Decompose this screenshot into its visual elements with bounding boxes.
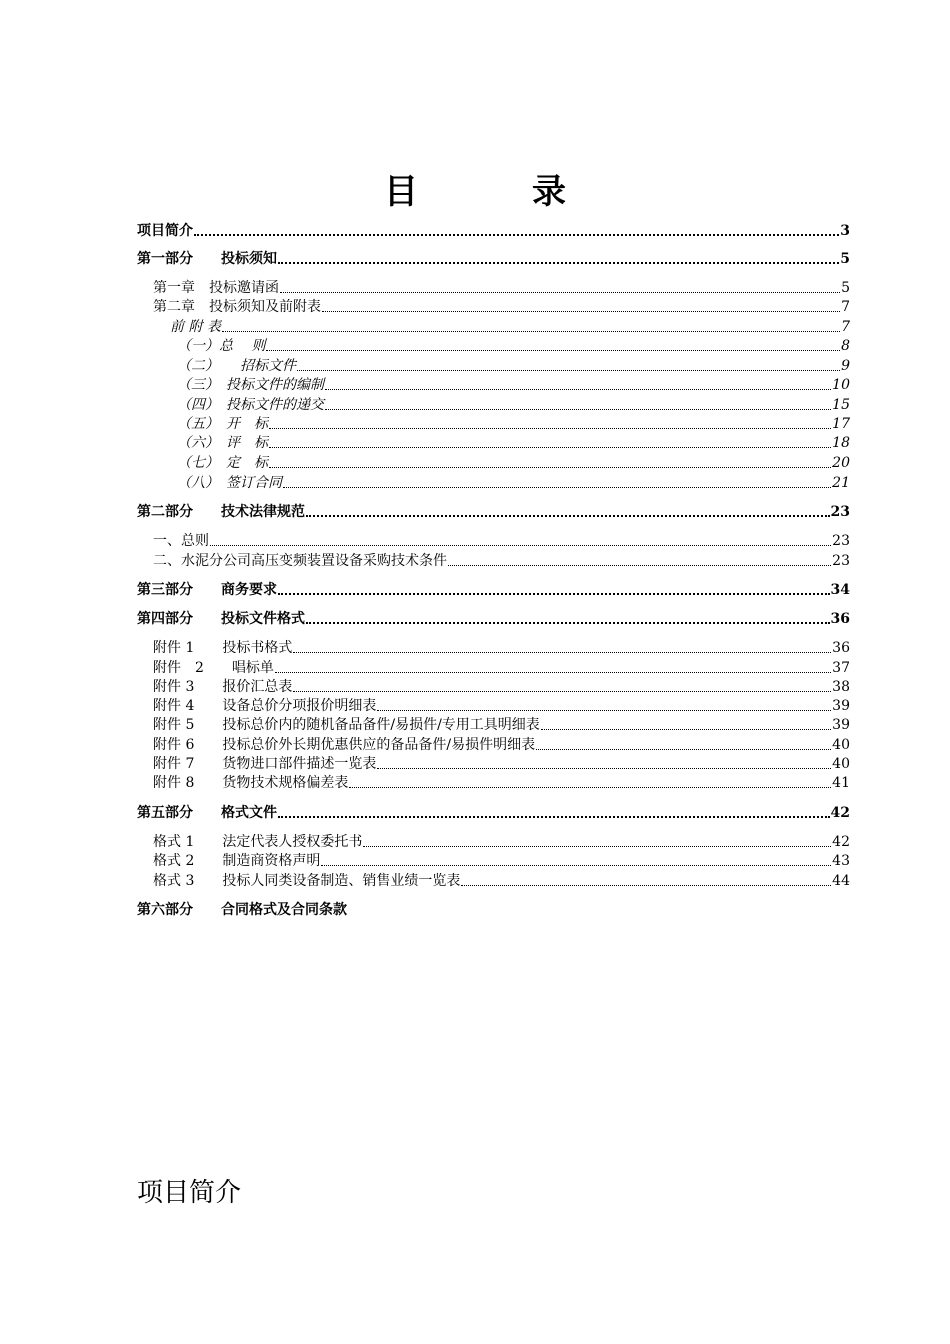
toc-entry[interactable] [177,413,850,433]
toc-entry[interactable] [137,501,850,521]
toc-entry[interactable] [153,753,850,773]
toc-entry[interactable] [177,355,850,375]
toc-leader-dots [222,331,840,332]
toc-leader-dots [306,515,830,517]
toc-entry-page: 10 [832,377,850,393]
toc-entry[interactable] [177,374,850,394]
toc-entry[interactable] [153,637,850,657]
toc-entry-label: （二） 招标文件 [177,358,296,374]
toc-entry-label: 第二章 投标须知及前附表 [153,299,321,315]
toc-entry-label: 附件 4 设备总价分项报价明细表 [153,698,377,714]
toc-entry-page: 8 [841,338,850,354]
toc-entry-page: 42 [830,805,850,821]
toc-entry-page: 18 [832,435,850,451]
toc-leader-dots [322,311,840,312]
toc-entry-page: 23 [830,504,850,520]
toc-entry-page: 39 [832,698,850,714]
toc-title: 目 录 [384,172,606,212]
toc-entry-label: 第三部分 商务要求 [137,582,277,598]
toc-leader-dots [349,787,831,788]
toc-entry[interactable] [153,277,850,297]
toc-leader-dots [210,545,831,546]
toc-leader-dots [293,652,831,653]
toc-entry[interactable] [137,899,850,919]
toc-entry[interactable] [177,394,850,414]
toc-entry[interactable] [153,296,850,316]
toc-entry[interactable] [153,870,850,890]
toc-entry-label: （一）总 则 [177,338,266,354]
toc-entry-label: 附件 6 投标总价外长期优惠供应的备品备件/易损件明细表 [153,737,536,753]
toc-entry[interactable] [153,772,850,792]
toc-entry-page: 17 [832,416,850,432]
toc-entry[interactable] [153,695,850,715]
toc-entry-page: 34 [830,582,850,598]
toc-entry[interactable] [153,734,850,754]
toc-leader-dots [536,749,831,750]
toc-leader-dots [377,710,831,711]
toc-entry-page: 43 [832,853,850,869]
toc-entry[interactable] [137,579,850,599]
toc-entry-label: （三） 投标文件的编制 [177,377,324,393]
section-heading: 项目简介 [137,1178,242,1208]
toc-leader-dots [269,467,831,468]
toc-entry-label: 第四部分 投标文件格式 [137,611,305,627]
toc-leader-dots [325,409,831,410]
toc-leader-dots [461,885,831,886]
toc-entry-label: 第六部分 合同格式及合同条款 [137,902,347,918]
toc-leader-dots [306,622,830,624]
toc-entry-label: 格式 3 投标人同类设备制造、销售业绩一览表 [153,873,461,889]
toc-entry-label: 附件 5 投标总价内的随机备品备件/易损件/专用工具明细表 [153,717,540,733]
toc-entry-label: 附件 3 报价汇总表 [153,679,293,695]
toc-entry-label: 第五部分 格式文件 [137,805,277,821]
toc-entry-label: （五） 开 标 [177,416,268,432]
toc-entry[interactable] [153,550,850,570]
toc-entry-label: 前 附 表 [170,319,221,335]
toc-leader-dots [278,262,839,264]
toc-entry-label: 格式 2 制造商资格声明 [153,853,321,869]
toc-entry[interactable] [177,472,850,492]
toc-entry-page: 36 [832,640,850,656]
toc-entry[interactable] [153,676,850,696]
toc-entry-label: 附件 1 投标书格式 [153,640,293,656]
toc-entry-label: （四） 投标文件的递交 [177,397,324,413]
toc-entry-label: （六） 评 标 [177,435,268,451]
toc-entry-page: 36 [830,611,850,627]
toc-leader-dots [278,816,830,818]
toc-leader-dots [280,292,840,293]
toc-entry[interactable] [137,248,850,268]
toc-entry-page: 7 [841,299,850,315]
toc-leader-dots [194,234,839,236]
toc-leader-dots [363,846,831,847]
toc-entry-label: 附件 2 唱标单 [153,660,274,676]
toc-entry[interactable] [153,657,850,677]
toc-entry-page: 21 [832,475,850,491]
toc-entry-label: 二、水泥分公司高压变频装置设备采购技术条件 [153,553,447,569]
toc-entry-label: 格式 1 法定代表人授权委托书 [153,834,363,850]
toc-entry[interactable] [153,850,850,870]
toc-entry-page: 37 [832,660,850,676]
toc-entry-label: （八） 签订合同 [177,475,282,491]
toc-entry-label: 一、总则 [153,533,209,549]
toc-entry[interactable] [153,714,850,734]
toc-entry[interactable] [153,831,850,851]
toc-entry[interactable] [177,452,850,472]
toc-entry-page: 44 [832,873,850,889]
toc-entry[interactable] [177,432,850,452]
toc-entry-page: 5 [841,280,850,296]
toc-leader-dots [278,593,830,595]
toc-leader-dots [297,370,840,371]
toc-leader-dots [283,487,831,488]
toc-entry[interactable] [177,335,850,355]
toc-entry-label: 附件 8 货物技术规格偏差表 [153,775,349,791]
toc-entry-page: 7 [841,319,850,335]
toc-leader-dots [275,672,831,673]
toc-entry[interactable] [137,802,850,822]
toc-entry-page: 42 [832,834,850,850]
toc-entry-page: 15 [832,397,850,413]
toc-leader-dots [377,768,831,769]
toc-entry-label: 附件 7 货物进口部件描述一览表 [153,756,377,772]
toc-entry-page: 23 [832,533,850,549]
toc-entry-page: 9 [841,358,850,374]
toc-leader-dots [269,447,831,448]
toc-entry-label: （七） 定 标 [177,455,268,471]
toc-leader-dots [266,350,840,351]
toc-leader-dots [321,865,831,866]
toc-entry-label: 第一部分 投标须知 [137,251,277,267]
toc-entry-page: 39 [832,717,850,733]
toc-leader-dots [325,389,831,390]
toc-entry-label: 项目简介 [137,223,193,239]
toc-entry-page: 41 [832,775,850,791]
toc-entry-label: 第一章 投标邀请函 [153,280,279,296]
toc-entry-page: 40 [832,756,850,772]
toc-entry[interactable] [153,530,850,550]
toc-leader-dots [269,428,831,429]
toc-leader-dots [448,565,831,566]
toc-entry-page: 38 [832,679,850,695]
toc-entry-page: 40 [832,737,850,753]
toc-entry[interactable] [137,220,850,240]
toc-entry-page: 3 [840,223,850,239]
toc-entry[interactable] [170,316,850,336]
toc-entry-page: 20 [832,455,850,471]
toc-entry[interactable] [137,608,850,628]
toc-leader-dots [293,691,831,692]
toc-entry-label: 第二部分 技术法律规范 [137,504,305,520]
toc-entry-page: 5 [840,251,850,267]
toc-leader-dots [541,729,831,730]
toc-entry-page: 23 [832,553,850,569]
